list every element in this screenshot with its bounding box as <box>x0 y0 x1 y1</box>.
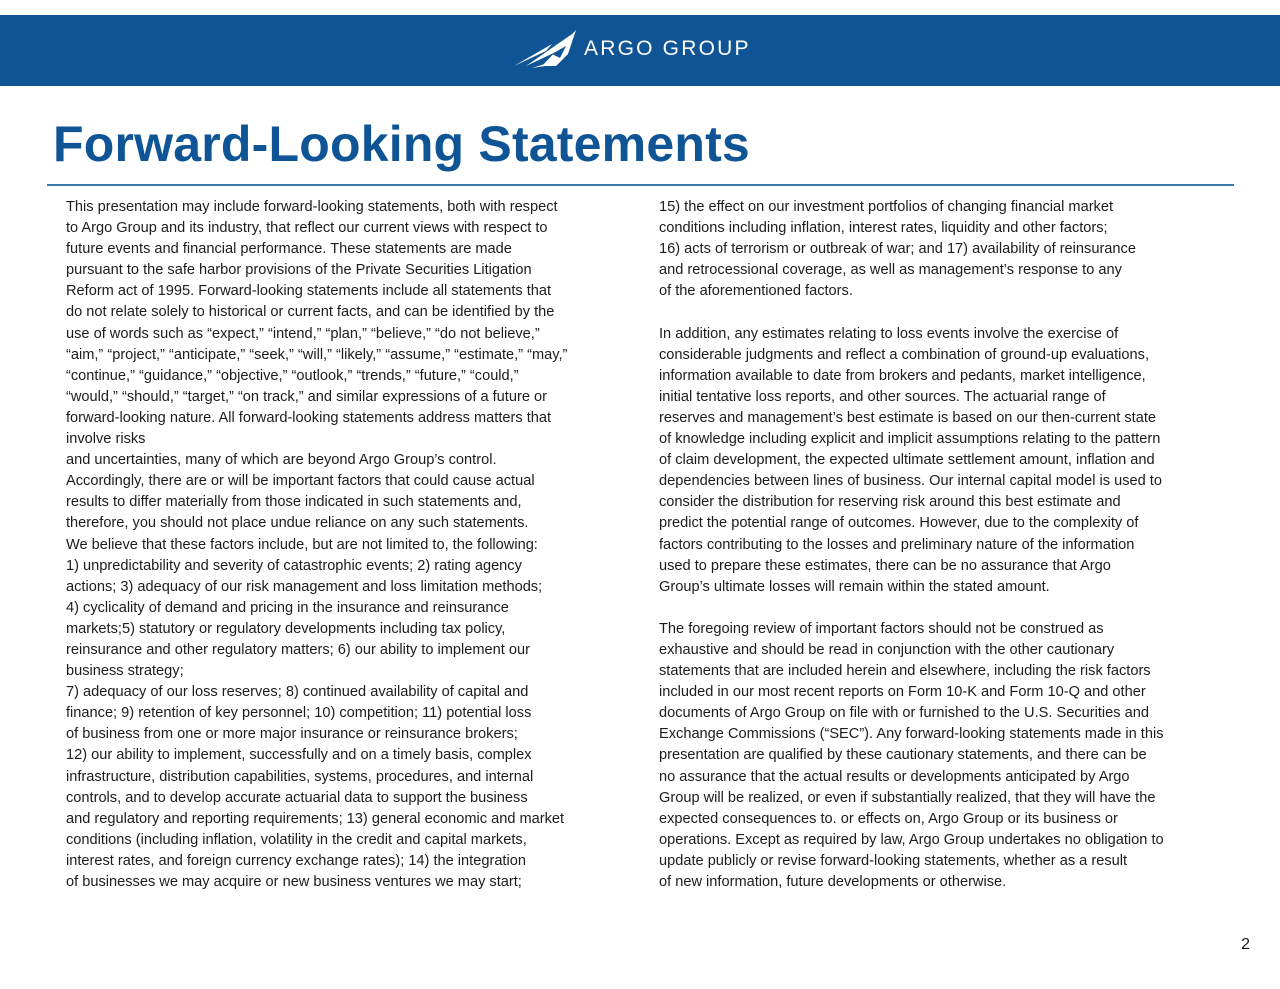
text-line: business strategy; <box>66 663 184 680</box>
text-line: “aim,” “project,” “anticipate,” “seek,” “will,” “likely,” “assume,” “estimate,” “may,” <box>66 346 568 363</box>
text-line: future events and financial performance. These statements are made <box>66 241 512 258</box>
text-line: finance; 9) retention of key personnel; 10) competition; 11) potential loss <box>66 705 532 722</box>
text-line: initial tentative loss reports, and other sources. The actuarial range of <box>659 388 1106 405</box>
text-line: Exchange Commissions (“SEC”). Any forward-looking statements made in this <box>659 726 1164 743</box>
text-line: 16) acts of terrorism or outbreak of war; and 17) availability of reinsurance <box>659 241 1136 258</box>
text-line: consider the distribution for reserving risk around this best estimate and <box>659 494 1121 511</box>
text-line: results to differ materially from those indicated in such statements and, <box>66 494 522 511</box>
text-line: no assurance that the actual results or developments anticipated by Argo <box>659 768 1130 785</box>
left-column <box>66 197 626 893</box>
page-title: Forward-Looking Statements <box>53 116 750 172</box>
text-line: operations. Except as required by law, Argo Group undertakes no obligation to <box>659 831 1164 848</box>
argo-wing-icon <box>512 28 578 70</box>
text-line: reinsurance and other regulatory matters; 6) our ability to implement our <box>66 641 530 658</box>
text-line: controls, and to develop accurate actuarial data to support the business <box>66 789 528 806</box>
text-line: considerable judgments and reflect a combination of ground-up evaluations, <box>659 346 1150 363</box>
paragraph-foregoing-review <box>659 619 1229 893</box>
text-line: actions; 3) adequacy of our risk management and loss limitation methods; <box>66 578 543 595</box>
text-line: 15) the effect on our investment portfolios of changing financial market <box>659 199 1114 215</box>
text-line: of business from one or more major insurance or reinsurance brokers; <box>66 726 518 743</box>
text-line: statements that are included herein and elsewhere, including the risk factors <box>659 663 1151 680</box>
text-line: 1) unpredictability and severity of catastrophic events; 2) rating agency <box>66 557 522 574</box>
text-line: and uncertainties, many of which are beyond Argo Group’s control. <box>66 452 497 469</box>
text-line: We believe that these factors include, but are not limited to, the following: <box>66 536 538 553</box>
text-line: factors contributing to the losses and preliminary nature of the information <box>659 536 1135 553</box>
text-line: of new information, future developments or otherwise. <box>659 874 1007 890</box>
text-line: and regulatory and reporting requirements; 13) general economic and market <box>66 810 565 827</box>
text-line: exhaustive and should be read in conjunction with the other cautionary <box>659 641 1115 658</box>
text-line: pursuant to the safe harbor provisions of the Private Securities Litigation <box>66 262 532 279</box>
text-line: dependencies between lines of business. Our internal capital model is used to <box>659 473 1162 490</box>
text-line: Accordingly, there are or will be important factors that could cause actual <box>66 473 535 490</box>
logo-text: ARGO GROUP <box>584 37 751 60</box>
text-line: of knowledge including explicit and implicit assumptions relating to the pattern <box>659 431 1161 448</box>
text-line: and retrocessional coverage, as well as management’s response to any <box>659 262 1122 279</box>
text-line: reserves and management’s best estimate is based on our then-current state <box>659 409 1156 426</box>
text-line: Reform act of 1995. Forward-looking statements include all statements that <box>66 283 552 300</box>
text-line: infrastructure, distribution capabilities, systems, procedures, and internal <box>66 768 534 785</box>
text-line: This presentation may include forward-looking statements, both with respect <box>66 199 558 215</box>
text-line: documents of Argo Group on file with or furnished to the U.S. Securities and <box>659 705 1149 722</box>
title-divider <box>47 184 1234 186</box>
text-line: “continue,” “guidance,” “objective,” “outlook,” “trends,” “future,” “could,” <box>66 367 519 384</box>
text-line: of businesses we may acquire or new business ventures we may start; <box>66 874 522 890</box>
text-line: presentation are qualified by these cautionary statements, and there can be <box>659 747 1147 764</box>
text-line: 4) cyclicality of demand and pricing in the insurance and reinsurance <box>66 599 509 616</box>
text-line: of claim development, the expected ultimate settlement amount, inflation and <box>659 452 1155 469</box>
argo-group-logo <box>512 27 751 71</box>
text-line: forward-looking nature. All forward-looking statements address matters that <box>66 409 552 426</box>
text-line: used to prepare these estimates, there can be no assurance that Argo <box>659 557 1111 574</box>
text-line: The foregoing review of important factors should not be construed as <box>659 620 1104 637</box>
text-line: “would,” “should,” “target,” “on track,” and similar expressions of a future or <box>66 388 547 405</box>
text-line: information available to date from brokers and pedants, market intelligence, <box>659 367 1146 384</box>
text-line: expected consequences to. or effects on, Argo Group or its business or <box>659 810 1118 827</box>
text-line: included in our most recent reports on Form 10-K and Form 10-Q and other <box>659 684 1146 701</box>
text-line: Group will be realized, or even if substantially realized, that they will have the <box>659 789 1156 806</box>
text-line: 12) our ability to implement, successfully and on a timely basis, complex <box>66 747 532 764</box>
text-line: do not relate solely to historical or current facts, and can be identified by the <box>66 304 555 321</box>
right-column <box>659 197 1229 893</box>
text-line: conditions (including inflation, volatility in the credit and capital markets, <box>66 831 527 848</box>
paragraph-gap <box>659 302 1229 323</box>
paragraph-risk-factors-continued <box>659 197 1229 302</box>
text-line: interest rates, and foreign currency exchange rates); 14) the integration <box>66 852 526 869</box>
text-line: markets;5) statutory or regulatory developments including tax policy, <box>66 620 506 637</box>
text-line: of the aforementioned factors. <box>659 283 853 300</box>
text-line: update publicly or revise forward-looking statements, whether as a result <box>659 852 1128 869</box>
text-line: to Argo Group and its industry, that reflect our current views with respect to <box>66 220 548 237</box>
text-line: 7) adequacy of our loss reserves; 8) continued availability of capital and <box>66 684 529 701</box>
page-number: 2 <box>1241 936 1250 953</box>
text-line: predict the potential range of outcomes. However, due to the complexity of <box>659 515 1139 532</box>
text-line: use of words such as “expect,” “intend,” “plan,” “believe,” “do not believe,” <box>66 325 540 342</box>
paragraph-gap <box>659 598 1229 619</box>
text-line: involve risks <box>66 431 146 448</box>
text-line: In addition, any estimates relating to loss events involve the exercise of <box>659 325 1119 342</box>
text-line: conditions including inflation, interest rates, liquidity and other factors; <box>659 220 1108 237</box>
paragraph-loss-estimates <box>659 324 1229 598</box>
text-line: Group’s ultimate losses will remain within the stated amount. <box>659 578 1050 595</box>
text-line: therefore, you should not place undue reliance on any such statements. <box>66 515 529 532</box>
